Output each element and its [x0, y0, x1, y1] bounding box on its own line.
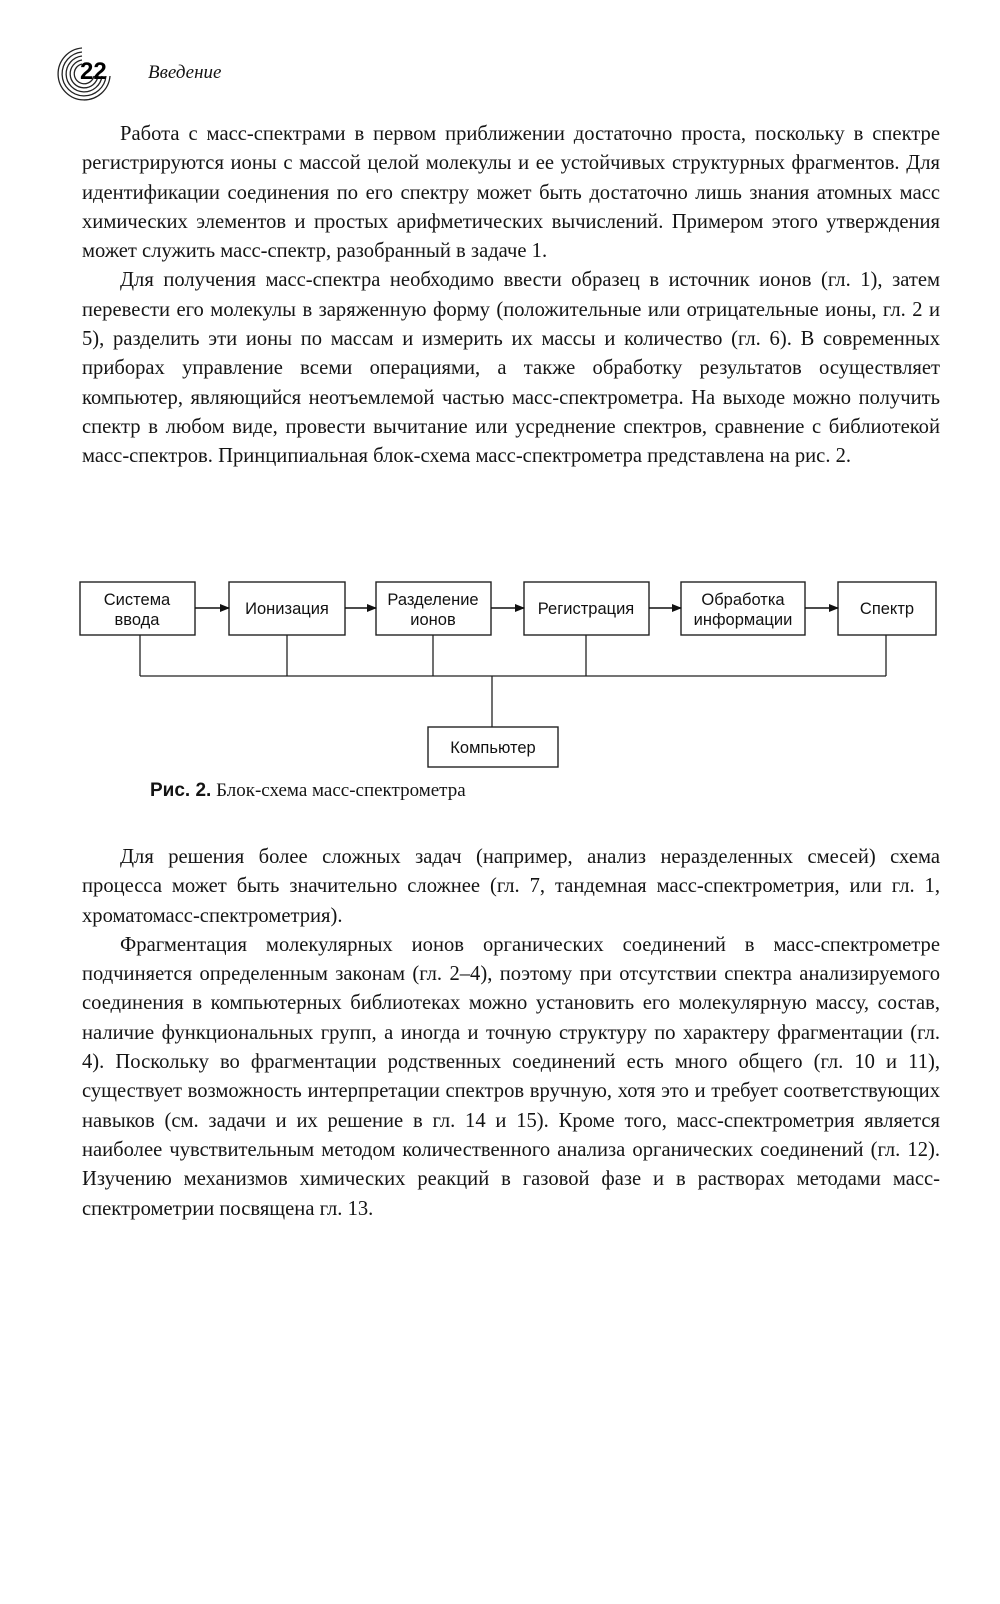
mass-spectrometer-block-diagram — [78, 580, 944, 780]
block-label: Регистрация — [537, 600, 635, 618]
block-label: информации — [693, 611, 793, 629]
figure-caption-text: Блок-схема масс-спектрометра — [216, 780, 466, 801]
body-text-bottom — [82, 843, 940, 1224]
block-label-computer: Компьютер — [450, 739, 536, 757]
paragraph: Фрагментация молекулярных ионов органических соединений в масс-спектрометре подчиняется определенным законам (гл. 2–4), поэтому при отсутствии спектра анализируемого соединения в компьютерных библиотеках можно установить его молекулярную массу, состав, наличие функциональных групп, а иногда и точную структуру по характеру фрагментации (гл. 4). Поскольку во фрагментации родственных соединений есть много общего (гл. 10 и 11), существует возможность интерпретации спектров вручную, хотя это и требует соответствующих навыков (см. задачи и их решение в гл. 14 и 15). Кроме того, масс-спектрометрия является наиболее чувствительным методом количественного анализа органических соединений (гл. 12). Изучению механизмов химических реакций в газовой фазе и в растворах методами масс-спектрометрии посвящена гл. 13. — [82, 933, 940, 1220]
paragraph: Для получения масс-спектра необходимо ввести образец в источник ионов (гл. 1), затем перевести его молекулы в заряженную форму (положительные или отрицательные ионы, гл. 2 и 5), разделить эти ионы по массам и измерить их массы и количество (гл. 6). В современных приборах управление всеми операциями, а также обработку результатов осуществляет компьютер, являющийся неотъемлемой частью масс-спектрометра. На выходе можно получить спектр в любом виде, провести вычитание или усреднение спектров, сравнение с библиотекой масс-спектров. Принципиальная блок-схема масс-спектрометра представлена на рис. 2. — [82, 269, 940, 468]
block-label: Спектр — [859, 600, 915, 618]
computer-bus-lines — [140, 635, 886, 727]
block-label: Система — [103, 591, 171, 609]
figure-caption-label: Рис. 2. — [150, 780, 212, 801]
figure-caption — [150, 780, 466, 802]
running-head-title: Введение — [148, 62, 222, 83]
body-text-top — [82, 120, 940, 472]
paragraph: Работа с масс-спектрами в первом приближении достаточно проста, поскольку в спектре регистрируются ионы с массой целой молекулы и ее устойчивых структурных фрагментов. Для идентификации соединения по его спектру может быть достаточно лишь знания атомных масс химических элементов и простых арифметических вычислений. Примером этого утверждения может служить масс-спектр, разобранный в задаче 1. — [82, 123, 940, 263]
page-number: 22 — [80, 58, 107, 85]
block-label: ввода — [114, 611, 160, 629]
block-label: Обработка — [701, 591, 785, 609]
paragraph: Для решения более сложных задач (например, анализ неразделенных смесей) схема процесса может быть значительно сложнее (гл. 7, тандемная масс-спектрометрия, или гл. 1, хроматомасс-спектрометрия). — [82, 846, 940, 927]
block-label: Ионизация — [245, 600, 329, 618]
block-label: Разделение — [387, 591, 479, 609]
block-label: ионов — [410, 611, 456, 629]
